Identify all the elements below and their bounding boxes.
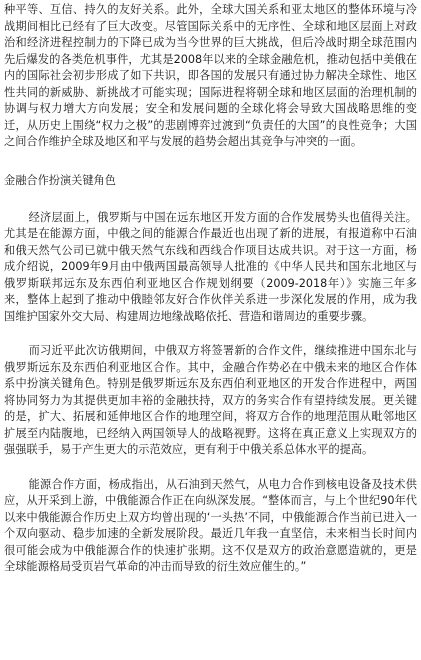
section-heading: 金融合作扮演关键角色 [4, 173, 116, 187]
intro-paragraph: 种平等、互信、持久的友好关系。此外，全球大国关系和亚太地区的整体环境与冷战期间相比已经有了巨大改变。尽管国际关系中的无序性、全球和地区层面上对政治和经济进程控制力的下降已成为当今世界的巨大挑战，但后冷战时期全球范围内先后爆发的各类危机事件，尤其是2008年以来的全球金融危机，推动包括中美俄在内的国际社会初步形成了如下共识，即各国的发展只有通过协力解决全球性、地区性共同的新威胁、新挑战才可能实现；国际进程将朝全球和地区层面的治理机制的协调与权力增大方向发展；安全和发展问题的全球化将会导致大国战略思维的变迁，从历史上围绕“权力之极”的悲剧博弈过渡到“负责任的大国”的良性竞争；大国之间合作维护全球及地区和平与发展的趋势会超出其竞争与冲突的一面。 [4, 3, 417, 148]
visit-paragraph: 而习近平此次访俄期间，中俄双方将签署新的合作文件，继续推进中国东北与俄罗斯远东及东西伯利亚地区合作。其中，金融合作势必在中俄未来的地区合作体系中扮演关键角色。特别是俄罗斯远东及东西伯利亚地区的开发合作进程中，两国将协同努力为其提供更加丰裕的金融扶持，双方的务实合作有望持续发展。更关键的是，扩大、拓展和延伸地区合作的地理空间，将双方合作的地理范围从毗邻地区扩展至内陆腹地，已经纳入两国领导人的战略视野。这将在真正意义上实现双方的强强联手，易于产生更大的示范效应，更有利于中俄关系总体水平的提高。 [4, 344, 417, 456]
economic-paragraph: 经济层面上，俄罗斯与中国在远东地区开发方面的合作发展势头也值得关注。尤其是在能源方面，中俄之间的能源合作最近也出现了新的进展，有报道称中石油和俄天然气公司已就中俄天然气东线和西线合作项目达成共识。对于这一方面，杨成介绍说，2009年9月由中俄两国最高领导人批准的《中华人民共和国东北地区与俄罗斯联邦远东及东西伯利亚地区合作规划纲要（2009-2018年）》实施三年多来，整体上起到了推动中俄睦邻友好合作伙伴关系进一步深化发展的作用，成为我国维护国家外交大局、构建周边地缘战略依托、营造和谐周边的重要步骤。 [4, 210, 417, 323]
energy-paragraph: 能源合作方面，杨成指出，从石油到天然气，从电力合作到核电设备及技术供应，从开采到上游，中俄能源合作正在向纵深发展。“整体而言，与上个世纪90年代以来中俄能源合作历史上双方均曾出现的‘一头热’不同，中俄能源合作当前已进入一个双向驱动、稳步加速的全新发展阶段。最近几年我一直坚信，未来相当长时间内很可能会成为中俄能源合作的快速扩张期。这不仅是双方的政治意愿造就的，更是全球能源格局受页岩气革命的冲击而导致的衍生效应催生的。” [4, 477, 417, 573]
